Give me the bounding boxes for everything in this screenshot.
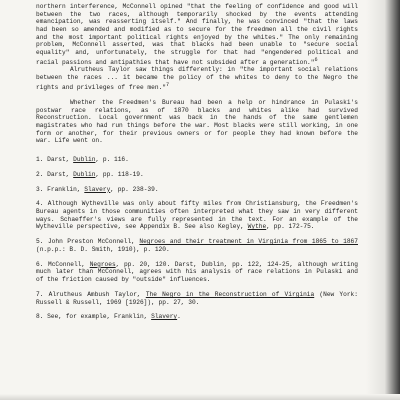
footnote-text: Alrutheus Ambush Taylor, — [48, 290, 146, 298]
footnote-tail: (New York: Russell & Russell, 1969 [1926]), pp. 27, 30. — [36, 290, 358, 306]
footnote-title: Negroes — [89, 260, 116, 268]
footnote-ref-7: 7 — [165, 81, 170, 88]
footnote-1 — [36, 156, 358, 164]
body-paragraph-2 — [36, 66, 358, 91]
footnote-7 — [36, 291, 358, 306]
footnote-title: Slavery — [84, 185, 111, 193]
footnote-number: 1. — [36, 155, 44, 163]
footnote-title: Dublin — [73, 170, 96, 178]
footnote-text: Darst, — [47, 170, 74, 178]
footnote-title: Dublin — [73, 155, 96, 163]
footnote-text: Although Wytheville was only about fifty miles from Christiansburg, the Freedmen's Bureau agents in those communities often interpreted what they saw in very different ways. Schaeffer's views are fully represented in the text. For an example of the Wytheville perspective, see Appendix B. See also Kegley, — [36, 200, 358, 231]
footnote-number: 4. — [36, 200, 44, 208]
footnote-number: 2. — [36, 170, 44, 178]
footnote-number: 6. — [36, 260, 44, 268]
footnote-tail: , p. 116. — [95, 155, 129, 163]
footnote-title: The Negro in the Reconstruction of Virginia — [145, 290, 315, 298]
footnote-tail: , pp. 238-39. — [110, 185, 159, 193]
footnote-tail: , pp. 118-19. — [95, 170, 144, 178]
footnote-number: 7. — [36, 290, 44, 298]
footnote-text: Franklin, — [47, 185, 85, 193]
body-paragraph-1 — [36, 3, 358, 66]
footnote-title: Negroes and their treatment in Virginia from 1865 to 1867 — [139, 238, 358, 246]
body-paragraph-3: Whether the Freedmen's Bureau had been a help or hindrance in Pulaski's postwar race relations, as of 1870 blacks and whites alike had survived Reconstruction. Local government was back in the hands of the same gentlemen magistrates who had run things before the war. Most blacks were still working, in one form or another, for their previous owners or for people they had known before the war. Life went on. — [36, 98, 358, 145]
footnote-3 — [36, 186, 358, 194]
footnote-tail: (n.p.p.: B. D. Smith, 1910), p. 120. — [36, 245, 170, 253]
footnote-tail: , pp. 20, 120. Darst, Dublin, pp. 122, 124-25, although writing much later than McConnell, agrees with his analysis of race relations in Pulaski and of the friction caused by "outside" influences. — [36, 260, 358, 284]
footnotes-section — [36, 156, 358, 321]
page-content — [36, 3, 358, 321]
footnote-ref-6: 6 — [314, 56, 318, 63]
footnote-title: Slavery — [151, 313, 178, 321]
footnote-text: McConnell, — [48, 260, 90, 268]
spacer — [36, 91, 358, 99]
footnote-text: John Preston McConnell, — [47, 238, 140, 246]
footnote-number: 5. — [36, 238, 44, 246]
footnote-6 — [36, 261, 358, 284]
footnote-text: Darst, — [47, 155, 74, 163]
footnote-number: 8. — [36, 313, 44, 321]
body-paragraph-2-text: Alrutheus Taylor saw things differently: in "the important social relations between the races ... it became the policy of the whites to deny to the Negro the rights and privileges of free men." — [36, 66, 358, 91]
footnote-text: See, for example, Franklin, — [47, 313, 152, 321]
footnote-title: Wythe — [247, 223, 267, 231]
footnote-tail: , pp. 172-75. — [266, 223, 315, 231]
body-paragraph-1-text: northern interference, McConnell opined "that the feeling of confidence and good will between the two races, although temporarily shocked by the events attending emancipation, was reasserting itself." And finally, he was convinced "that the laws had been so amended and modified as to secure for the freedmen all the civil rights and the most important political rights enjoyed by the whites." The only remaining problem, McConnell asserted, was that blacks had been unable to "secure social equality" and, unfortunately, the struggle for that had "engendered political and racial passions and antipathies that have not subsided after a generation." — [36, 3, 358, 66]
footnote-8 — [36, 313, 358, 321]
footnote-number: 3. — [36, 185, 44, 193]
scan-bottom-edge — [0, 394, 400, 400]
footnote-2 — [36, 171, 358, 179]
spacer — [36, 145, 358, 156]
footnote-4 — [36, 200, 358, 231]
footnote-5 — [36, 238, 358, 253]
footnote-tail: . — [177, 313, 181, 321]
scan-edge-shadow — [366, 0, 400, 400]
